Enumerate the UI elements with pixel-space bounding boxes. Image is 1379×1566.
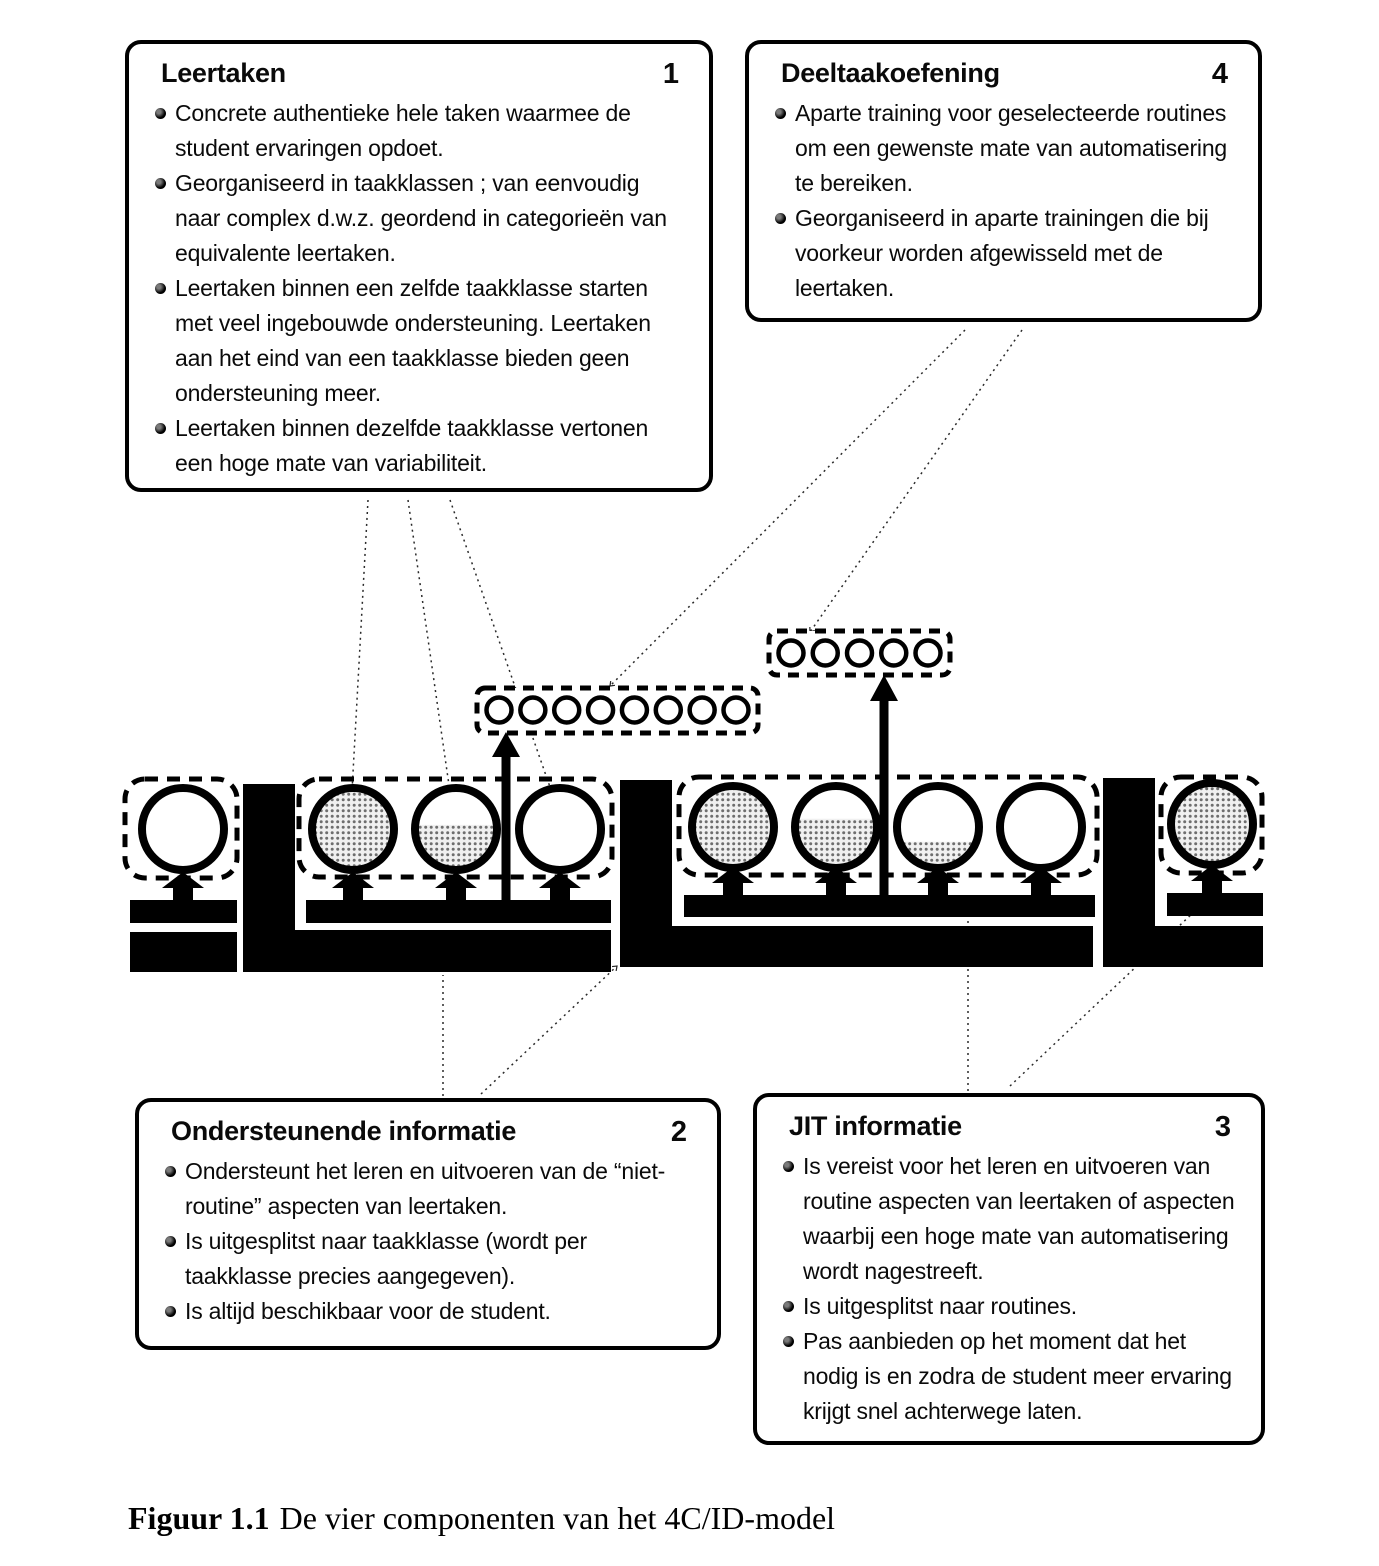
bullet-item [165,1154,693,1224]
part-task-practice-circle [813,641,838,666]
part-task-practice-circle [724,698,749,723]
ondersteunende-box-header [171,1116,691,1149]
deeltaakoefening-box [745,40,1262,322]
leertaken-number: 1 [662,58,679,90]
part-task-practice-circle [779,641,804,666]
jit-bullets [783,1149,1237,1429]
bullet-icon [783,1161,794,1172]
leertaken-bullets [155,96,685,481]
connector-ondersteunende-beam2 [481,966,617,1094]
bullet-item [775,96,1234,201]
figure-caption-label: Figuur 1.1 [128,1500,270,1536]
jit-number: 3 [1214,1111,1231,1143]
part-task-practice-circle [656,698,681,723]
part-task-practice-circle [847,641,872,666]
bullet-text: Is uitgesplitst naar taakklasse (wordt per taakklasse precies aangegeven). [185,1228,587,1289]
bullet-icon [165,1166,176,1177]
ondersteunende-number: 2 [670,1116,687,1148]
part-task-practice-circle [622,698,647,723]
bullet-icon [155,108,166,119]
bullet-icon [775,213,786,224]
figure-caption-text: De vier componenten van het 4C/ID-model [279,1500,836,1536]
bullet-text: Ondersteunt het leren en uitvoeren van de “niet-routine” aspecten van leertaken. [185,1158,666,1219]
ondersteunende-title: Ondersteunende informatie [171,1116,517,1146]
part-task-practice-circle [690,698,715,723]
bullet-icon [165,1236,176,1247]
supportive-beam-3-base [1155,926,1263,967]
deeltaakoefening-bullets [775,96,1234,306]
bullet-item [783,1289,1237,1324]
jit-info-bar-4 [1167,893,1263,916]
bullet-item [165,1294,693,1329]
jit-delivery-arrow-icon [1191,865,1233,893]
connector-leertaken-circle1 [352,500,368,791]
jit-informatie-box [753,1093,1265,1445]
jit-info-bars [130,893,1263,923]
jit-box-header [789,1111,1235,1144]
bullet-item [155,411,685,481]
leertaken-box [125,40,713,492]
supportive-beam-1-vertical [243,784,295,972]
part-task-arrow-2 [870,675,898,898]
bullet-text: Is vereist voor het leren en uitvoeren van routine aspecten van leertaken of aspecten waarbij een hoge mate van automatisering wordt nagestreeft. [803,1153,1235,1284]
ondersteunende-informatie-box [135,1098,721,1350]
jit-info-bar-2 [306,900,611,923]
supportive-info-stub [130,932,237,972]
supportive-beam-3-vertical [1103,778,1155,967]
bullet-text: Georganiseerd in taakklassen ; van eenvoudig naar complex d.w.z. geordend in categorieën van equivalente leertaken. [175,170,667,266]
bullet-icon [165,1306,176,1317]
part-task-practice-circle [881,641,906,666]
bullet-item [155,166,685,271]
ondersteunende-bullets [165,1154,693,1329]
jit-info-bar-3 [684,895,1095,917]
connector-leertaken-circle2 [408,500,452,806]
bullet-icon [155,283,166,294]
bullet-item [155,271,685,411]
supportive-beam-2-base [672,926,1093,967]
bullet-text: Is uitgesplitst naar routines. [803,1293,1077,1319]
bullet-icon [783,1301,794,1312]
jit-info-bar-1 [130,900,237,923]
part-task-practice-circle [554,698,579,723]
jit-title: JIT informatie [789,1111,962,1141]
bullet-text: Aparte training voor geselecteerde routines om een gewenste mate van automatisering te bereiken. [795,100,1228,196]
bullet-icon [155,178,166,189]
leertaken-box-header [161,58,683,91]
bullet-text: Leertaken binnen een zelfde taakklasse starten met veel ingebouwde ondersteuning. Leertaken aan het eind van een taakklasse bieden geen ondersteuning meer. [175,275,651,406]
figure-caption [128,1500,835,1537]
part-task-practice-circle [916,641,941,666]
deeltaakoefening-box-header [781,58,1232,91]
bullet-text: Leertaken binnen dezelfde taakklasse vertonen een hoge mate van variabiliteit. [175,415,649,476]
supportive-beam-1-base [295,930,611,972]
supportive-beam-2-vertical [620,780,672,967]
deeltaakoefening-number: 4 [1211,58,1228,90]
deeltaakoefening-title: Deeltaakoefening [781,58,1000,88]
bullet-text: Georganiseerd in aparte trainingen die bij voorkeur worden afgewisseld met de leertaken. [795,205,1209,301]
bullet-item [165,1224,693,1294]
bullet-text: Concrete authentieke hele taken waarmee de student ervaringen opdoet. [175,100,631,161]
bullet-item [783,1324,1237,1429]
part-task-practice-circle [588,698,613,723]
bullet-icon [775,108,786,119]
bullet-icon [783,1336,794,1347]
bullet-item [155,96,685,166]
part-task-practice-circle [520,698,545,723]
bullet-text: Pas aanbieden op het moment dat het nodig is en zodra de student meer ervaring krijgt snel achterwege laten. [803,1328,1232,1424]
part-task-practice-circle [487,698,512,723]
generated-diagram-elements [142,641,1253,901]
bullet-icon [155,423,166,434]
bullet-item [783,1149,1237,1289]
leertaken-title: Leertaken [161,58,286,88]
connector-deeltaak-row2 [810,330,1022,632]
bullet-item [775,201,1234,306]
bullet-text: Is altijd beschikbaar voor de student. [185,1298,551,1324]
